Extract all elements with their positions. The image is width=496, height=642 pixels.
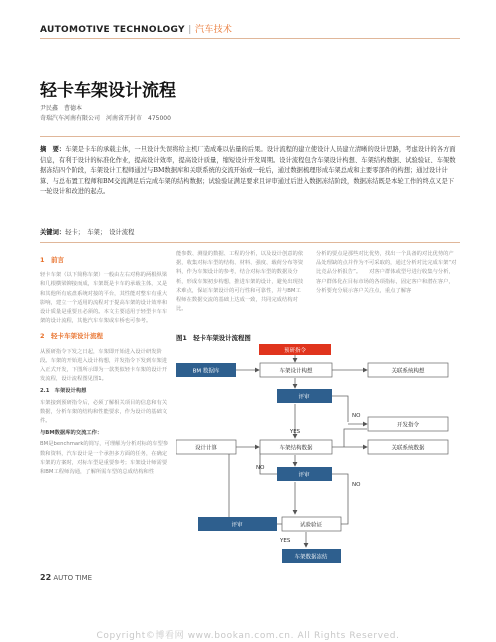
header-separator: |: [188, 25, 192, 35]
column-2-paragraph: 能参数、测量的数据、工程的分析，以及设计创意的依据，收集对标车型的结构、材料、强度、载荷分布等资料，作为车架设计的参考，结合对标车型的数据及分析，形成车架初步构想，推进车架的设计，避免出现技术难点，保证车架设计的可行性和可靠性，并与BM工程师在数据交流的基础上达成一致，共同完成结构对比。: [176, 251, 304, 313]
bm-heading: 与BM数据库的交流工作：: [40, 430, 103, 437]
node-freeze-label: 车架数据冻结: [294, 554, 328, 561]
section-1-heading: 1 前言: [40, 256, 65, 264]
keywords-text: 轻卡； 车架； 设计流程: [65, 229, 135, 236]
node-test-label: 试验验证: [299, 522, 323, 529]
abstract-text: 车架是卡车的承载主体，一旦设计失误将给主机厂造成难以估量的后果。设计流程的建立使设计人员建立清晰的设计思路，考虑设计的各方面信息，有利于设计的标准化作业，提高设计效率，提高设计质量，缩短设计开发周期。设计流程包含车架设计构想、车架结构数据、试验验证、车架数据冻结四个阶段，车架设计工程师通过与BM数据库和关联系统的交流开始或一轮后，通过数据梳理形成车架总成和主要零部件的构想；通过设计计算、与总布置工程师和BM交流满足后完成车架的结构数据；试验验证满足要求且评审通过后进入数据冻结阶段，数据冻结既是本轮工作的终点又是下一轮设计和改进的起点。: [40, 146, 456, 196]
label-yes2: YES: [280, 538, 291, 544]
title-rule: [40, 136, 460, 137]
subsection-2-1-paragraph: 车架接到预研指令后，必须了解相关项目的信息和有关数据，分析车架的结构和性能要求，作为设计的基础文件。: [40, 399, 168, 425]
journal-brand: AUTOMOTIVE TECHNOLOGY: [40, 25, 185, 35]
article-title: 轻卡车架设计流程: [40, 81, 176, 101]
bm-paragraph: BM是benchmark的简写，可理解为分析对标的车型参数和资料，汽车设计是一个承担多方面的任务，在确定车架的方案时，对标车型是重要参考；车架设计师需要和BM工程师沟通，了解所需车型的总成结构和性: [40, 441, 169, 476]
article-authors: 尹民鑫 曹德本: [40, 105, 83, 112]
article-affiliation: 奇瑞汽车河南有限公司 河南省开封市 475000: [40, 115, 171, 122]
keywords-label: 关键词：: [40, 229, 66, 236]
label-yes1: YES: [289, 429, 301, 435]
label-no2: NO: [256, 465, 265, 471]
journal-section: 汽车技术: [195, 25, 233, 35]
column-2: [176, 250, 304, 317]
section-2-heading: 2 轻卡车架设计流程: [40, 332, 104, 341]
node-concept-label: 车架设计构想: [279, 368, 313, 375]
flowchart: [176, 344, 460, 572]
node-related1-label: 关联系统构想: [391, 368, 425, 375]
page-number: 22: [40, 573, 52, 582]
abstract: [40, 145, 460, 198]
copyright-watermark: Copyright©博看网 www.bookan.com.cn. All Rights Reserved.: [96, 631, 400, 641]
node-review3-label: 评审: [231, 522, 243, 529]
node-devreport-label: 开发指令: [396, 422, 420, 429]
abstract-rule: [40, 242, 460, 243]
header-rule: [40, 38, 460, 39]
label-no3: NO: [352, 482, 361, 488]
node-calc-label: 设计计算: [194, 445, 218, 452]
column-3-paragraph: 分析的要点是那些对比优势，找出一个具备的对比优势的产品处理缺的点并作为不可采取的，通过分析对比完成车架“对比竞品分析报告”。 对客户群体或型号进行收集与分析，客户群体化在目标市场的各项指标，固定客户和潜在客户，分析要充分展示客户关注点，重点了解客: [316, 251, 457, 294]
column-1: [40, 250, 170, 480]
figure-caption: 图1 轻卡车架设计流程图: [176, 334, 251, 342]
page-footer: [40, 573, 92, 582]
column-3: [316, 250, 458, 299]
abstract-label: 摘 要：: [40, 146, 66, 153]
node-order-label: 预研指令: [283, 348, 307, 354]
node-review1-label: 评审: [298, 394, 310, 401]
node-bm-label: BM 数据库: [192, 368, 220, 375]
keywords: [40, 227, 134, 236]
section-2-paragraph: 从预研指令下发之日起，车架即开始进入设计研发阶段。车架的开始进入设计构想，并发指令下发到车架进入正式开发，下图所示即为一款类似轻卡车架的设计开发流程，设计流程图见图1。: [40, 348, 168, 383]
label-no1: NO: [352, 413, 361, 419]
subsection-2-1-heading: 2.1 车架设计构想: [40, 388, 87, 395]
section-1-paragraph: 轻卡车架（以下简称车架）一般由左右对称的两根纵梁和几根横梁铆接而成，车架既是卡车的承载主体，又是和其他所有底盘系统对接的平台，其性能对整车有重大影响，建立一个适用的流程对于提高车架的设计效率和设计质量是重要且必须的。本文主要适用于轻型卡车车架的设计流程，其他汽车车架或车桥也可参考。: [40, 272, 168, 325]
journal-header: [40, 22, 232, 35]
node-related2-label: 关联系统数据: [391, 445, 425, 452]
journal-footer-name: AUTO TIME: [53, 574, 93, 582]
node-review2-label: 评审: [298, 472, 310, 479]
node-struct-label: 车架结构数据: [279, 445, 313, 452]
